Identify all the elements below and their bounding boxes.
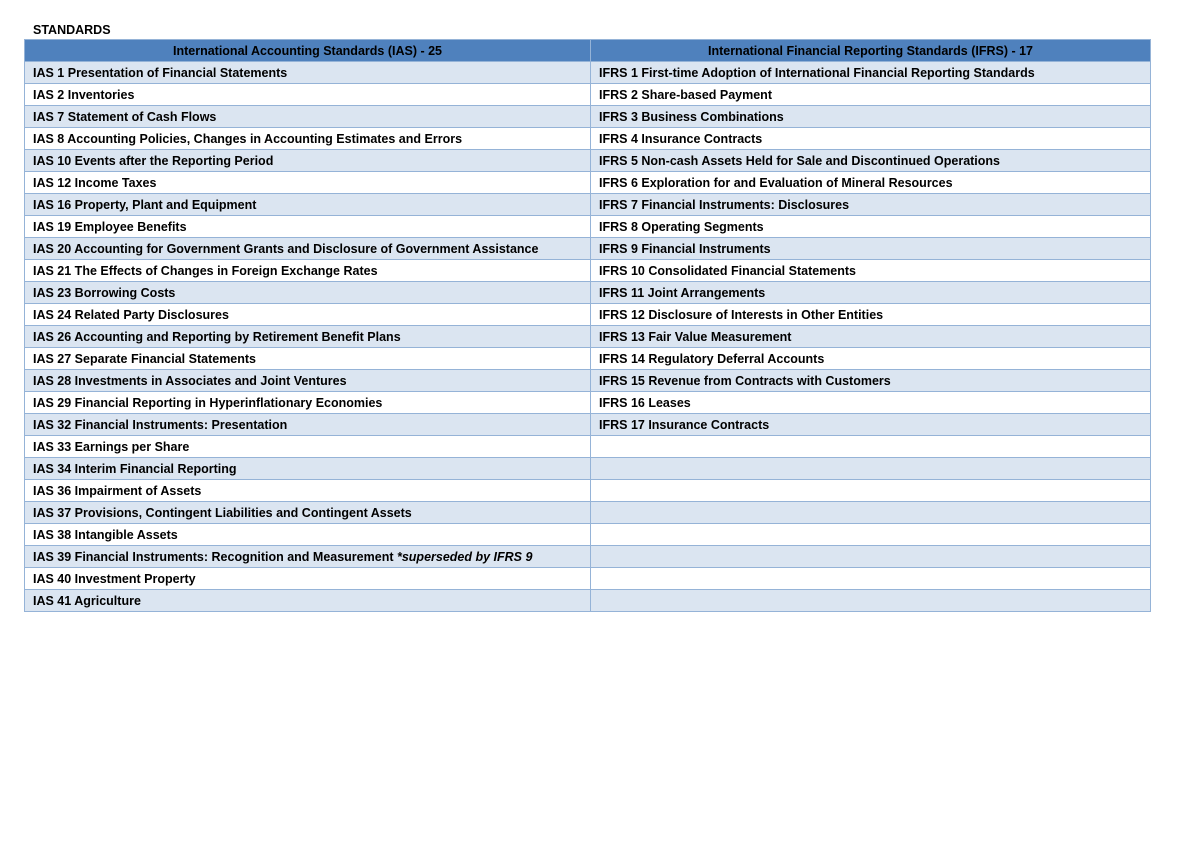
ias-cell[interactable]: [25, 458, 591, 480]
ias-standard-name: IAS 21 The Effects of Changes in Foreign Exchange Rates: [33, 263, 378, 278]
ias-standard-name: IAS 16 Property, Plant and Equipment: [33, 197, 257, 212]
ifrs-cell[interactable]: [591, 62, 1151, 84]
ifrs-standard-name: IFRS 15 Revenue from Contracts with Customers: [599, 373, 891, 388]
ias-standard-name: IAS 7 Statement of Cash Flows: [33, 109, 217, 124]
ias-cell[interactable]: [25, 326, 591, 348]
table-row: [25, 84, 1151, 106]
ifrs-cell[interactable]: [591, 392, 1151, 414]
ias-cell[interactable]: [25, 568, 591, 590]
table-row: [25, 216, 1151, 238]
ifrs-standard-name: IFRS 6 Exploration for and Evaluation of Mineral Resources: [599, 175, 953, 190]
ias-cell[interactable]: [25, 172, 591, 194]
ias-cell[interactable]: [25, 106, 591, 128]
table-row: [25, 414, 1151, 436]
table-row: [25, 458, 1151, 480]
ias-standard-name: IAS 28 Investments in Associates and Joint Ventures: [33, 373, 347, 388]
ifrs-cell[interactable]: [591, 414, 1151, 436]
ias-standard-name: IAS 10 Events after the Reporting Period: [33, 153, 274, 168]
ias-column-header[interactable]: International Accounting Standards (IAS) - 25: [25, 40, 591, 62]
ias-cell[interactable]: [25, 370, 591, 392]
ias-cell[interactable]: [25, 128, 591, 150]
ias-standard-name: IAS 23 Borrowing Costs: [33, 285, 176, 300]
ifrs-cell[interactable]: [591, 282, 1151, 304]
ias-standard-name: IAS 41 Agriculture: [33, 593, 141, 608]
superseded-note: *superseded by IFRS 9: [396, 549, 533, 564]
ias-cell[interactable]: [25, 436, 591, 458]
ifrs-standard-name: IFRS 4 Insurance Contracts: [599, 131, 763, 146]
table-row: [25, 260, 1151, 282]
table-row: [25, 238, 1151, 260]
ifrs-cell[interactable]: [591, 524, 1151, 546]
ias-cell[interactable]: [25, 348, 591, 370]
ifrs-cell[interactable]: [591, 172, 1151, 194]
ifrs-standard-name: IFRS 16 Leases: [599, 395, 691, 410]
ias-standard-name: IAS 8 Accounting Policies, Changes in Accounting Estimates and Errors: [33, 131, 463, 146]
ias-cell[interactable]: [25, 392, 591, 414]
table-row: [25, 436, 1151, 458]
ias-cell[interactable]: [25, 304, 591, 326]
table-row: [25, 304, 1151, 326]
ias-standard-name: IAS 34 Interim Financial Reporting: [33, 461, 237, 476]
ifrs-cell[interactable]: [591, 546, 1151, 568]
ifrs-standard-name: IFRS 3 Business Combinations: [599, 109, 784, 124]
table-row: [25, 590, 1151, 612]
ias-cell[interactable]: [25, 524, 591, 546]
ias-standard-name: IAS 39 Financial Instruments: Recognition and Measurement: [33, 549, 394, 564]
table-row: [25, 128, 1151, 150]
table-row: [25, 480, 1151, 502]
ifrs-standard-name: IFRS 11 Joint Arrangements: [599, 285, 766, 300]
ias-standard-name: IAS 27 Separate Financial Statements: [33, 351, 257, 366]
ias-standard-name: IAS 2 Inventories: [33, 87, 135, 102]
ifrs-column-header[interactable]: International Financial Reporting Standards (IFRS) - 17: [591, 40, 1151, 62]
ifrs-cell[interactable]: [591, 568, 1151, 590]
ias-standard-name: IAS 26 Accounting and Reporting by Retirement Benefit Plans: [33, 329, 401, 344]
ias-cell[interactable]: [25, 238, 591, 260]
ifrs-standard-name: IFRS 5 Non-cash Assets Held for Sale and Discontinued Operations: [599, 153, 1001, 168]
ias-cell[interactable]: [25, 84, 591, 106]
ias-standard-name: IAS 1 Presentation of Financial Statements: [33, 65, 288, 80]
ias-cell[interactable]: [25, 546, 591, 568]
ias-cell[interactable]: [25, 282, 591, 304]
ifrs-cell[interactable]: [591, 590, 1151, 612]
ifrs-cell[interactable]: [591, 458, 1151, 480]
ifrs-cell[interactable]: [591, 436, 1151, 458]
table-row: [25, 546, 1151, 568]
table-row: [25, 524, 1151, 546]
ifrs-standard-name: IFRS 9 Financial Instruments: [599, 241, 771, 256]
ifrs-cell[interactable]: [591, 370, 1151, 392]
ias-standard-name: IAS 40 Investment Property: [33, 571, 196, 586]
ifrs-cell[interactable]: [591, 238, 1151, 260]
ias-cell[interactable]: [25, 414, 591, 436]
table-row: [25, 172, 1151, 194]
table-row: [25, 150, 1151, 172]
ias-standard-name: IAS 20 Accounting for Government Grants and Disclosure of Government Assistance: [33, 241, 539, 256]
ifrs-standard-name: IFRS 7 Financial Instruments: Disclosures: [599, 197, 850, 212]
ias-standard-name: IAS 12 Income Taxes: [33, 175, 157, 190]
ias-cell[interactable]: [25, 480, 591, 502]
table-row: [25, 370, 1151, 392]
ifrs-cell[interactable]: [591, 150, 1151, 172]
ias-cell[interactable]: [25, 590, 591, 612]
ifrs-cell[interactable]: [591, 84, 1151, 106]
ifrs-cell[interactable]: [591, 194, 1151, 216]
ifrs-cell[interactable]: [591, 326, 1151, 348]
table-row: [25, 326, 1151, 348]
ias-cell[interactable]: [25, 150, 591, 172]
ifrs-cell[interactable]: [591, 502, 1151, 524]
ifrs-standard-name: IFRS 12 Disclosure of Interests in Other Entities: [599, 307, 884, 322]
ias-standard-name: IAS 38 Intangible Assets: [33, 527, 178, 542]
table-row: [25, 106, 1151, 128]
ias-standard-name: IAS 37 Provisions, Contingent Liabilities and Contingent Assets: [33, 505, 412, 520]
table-row: [25, 348, 1151, 370]
ifrs-standard-name: IFRS 13 Fair Value Measurement: [599, 329, 792, 344]
ias-standard-name: IAS 33 Earnings per Share: [33, 439, 190, 454]
ifrs-cell[interactable]: [591, 348, 1151, 370]
ias-standard-name: IAS 29 Financial Reporting in Hyperinflationary Economies: [33, 395, 383, 410]
table-row: [25, 194, 1151, 216]
ias-cell[interactable]: [25, 260, 591, 282]
ifrs-cell[interactable]: [591, 106, 1151, 128]
table-row: [25, 502, 1151, 524]
ias-cell[interactable]: [25, 216, 591, 238]
table-header-row: [25, 40, 1151, 62]
ias-cell[interactable]: [25, 502, 591, 524]
table-body: [25, 62, 1151, 612]
ias-standard-name: IAS 32 Financial Instruments: Presentation: [33, 417, 288, 432]
ifrs-standard-name: IFRS 2 Share-based Payment: [599, 87, 772, 102]
standards-table: [24, 39, 1151, 612]
ias-standard-name: IAS 24 Related Party Disclosures: [33, 307, 229, 322]
ifrs-cell[interactable]: [591, 260, 1151, 282]
table-row: [25, 62, 1151, 84]
sheet-title: STANDARDS: [33, 23, 111, 37]
ifrs-cell[interactable]: [591, 304, 1151, 326]
ifrs-cell[interactable]: [591, 128, 1151, 150]
ias-cell[interactable]: [25, 194, 591, 216]
ifrs-cell[interactable]: [591, 480, 1151, 502]
ifrs-standard-name: IFRS 17 Insurance Contracts: [599, 417, 770, 432]
table-row: [25, 568, 1151, 590]
ifrs-standard-name: IFRS 8 Operating Segments: [599, 219, 764, 234]
ifrs-standard-name: IFRS 1 First-time Adoption of International Financial Reporting Standards: [599, 65, 1035, 80]
ias-standard-name: IAS 19 Employee Benefits: [33, 219, 187, 234]
ifrs-cell[interactable]: [591, 216, 1151, 238]
ifrs-standard-name: IFRS 14 Regulatory Deferral Accounts: [599, 351, 825, 366]
ias-cell[interactable]: [25, 62, 591, 84]
table-row: [25, 392, 1151, 414]
ifrs-standard-name: IFRS 10 Consolidated Financial Statements: [599, 263, 857, 278]
table-row: [25, 282, 1151, 304]
ias-standard-name: IAS 36 Impairment of Assets: [33, 483, 202, 498]
